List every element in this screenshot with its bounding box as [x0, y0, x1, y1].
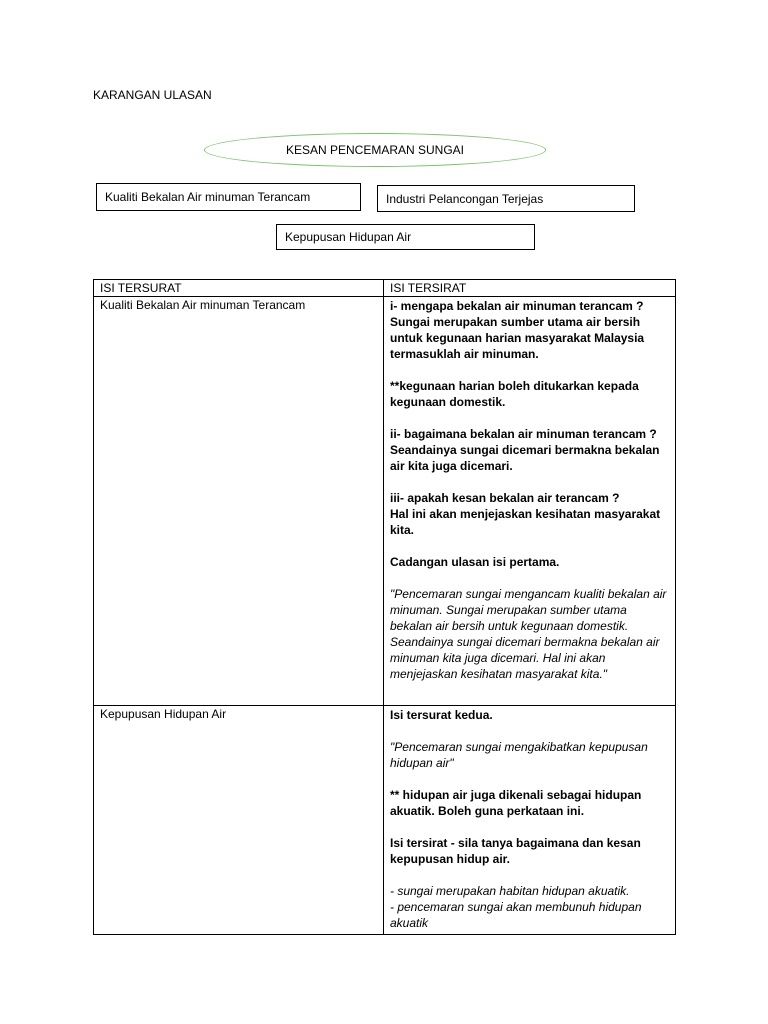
row1-right-cell — [384, 297, 676, 706]
row2-left-cell: Kepupusan Hidupan Air — [94, 706, 384, 935]
row2-right-cell — [384, 706, 676, 935]
topic-box-label: Industri Pelancongan Terjejas — [386, 191, 544, 206]
central-topic-label: KESAN PENCEMARAN SUNGAI — [285, 143, 465, 157]
suggestion-heading: Cadangan ulasan isi pertama. — [390, 555, 560, 569]
list-item: - pencemaran sungai akan membunuh hidupan akuatik — [390, 900, 642, 930]
topic-box-label: Kepupusan Hidupan Air — [285, 230, 412, 244]
note-text: ** hidupan air juga dikenali sebagai hidupan akuatik. Boleh guna perkataan ini. — [390, 788, 642, 818]
row1-left-cell: Kualiti Bekalan Air minuman Terancam — [94, 297, 384, 706]
table-header-row — [94, 280, 676, 297]
question-text: i- mengapa bekalan air minuman terancam ? — [390, 299, 644, 313]
list-item: - sungai merupakan habitan hidupan akuatik. — [390, 884, 630, 898]
note-text: **kegunaan harian boleh ditukarkan kepada kegunaan domestik. — [390, 379, 639, 409]
topic-box-industri — [377, 185, 635, 212]
question-block-2 — [390, 426, 671, 474]
header-isi-tersirat: ISI TERSIRAT — [384, 280, 676, 297]
suggestion-quote: "Pencemaran sungai mengancam kualiti bekalan air minuman. Sungai merupakan sumber utama bekalan air bersih untuk kegunaan domestik. Seandainya sungai dicemari bermakna bekalan air minuman kita juga dicemari. Hal ini akan menjejaskan kesihatan masyarakat kita." — [390, 587, 667, 681]
answer-text: Seandainya sungai dicemari bermakna bekalan air kita juga dicemari. — [390, 443, 660, 473]
question-text: iii- apakah kesan bekalan air terancam ? — [390, 491, 620, 505]
instruction-text: Isi tersirat - sila tanya bagaimana dan kesan kepupusan hidup air. — [390, 836, 641, 866]
answer-text: Hal ini akan menjejaskan kesihatan masyarakat kita. — [390, 507, 661, 537]
central-topic-oval — [204, 133, 546, 167]
question-block-1 — [390, 298, 671, 362]
document-title: KARANGAN ULASAN — [93, 88, 212, 102]
header-isi-tersurat: ISI TERSURAT — [94, 280, 384, 297]
content-table — [93, 279, 676, 935]
topic-box-label: Kualiti Bekalan Air minuman Terancam — [105, 190, 311, 204]
second-point-heading: Isi tersurat kedua. — [390, 708, 493, 722]
table-row — [94, 297, 676, 706]
second-point-quote: "Pencemaran sungai mengakibatkan kepupusan hidupan air" — [390, 740, 648, 770]
bullet-list — [390, 883, 671, 931]
question-text: ii- bagaimana bekalan air minuman terancam ? — [390, 427, 657, 441]
table-row — [94, 706, 676, 935]
question-block-3 — [390, 490, 671, 538]
topic-box-kualiti — [96, 183, 361, 211]
answer-text: Sungai merupakan sumber utama air bersih untuk kegunaan harian masyarakat Malaysia termasuklah air minuman. — [390, 315, 645, 361]
topic-box-kepupusan — [276, 224, 535, 250]
